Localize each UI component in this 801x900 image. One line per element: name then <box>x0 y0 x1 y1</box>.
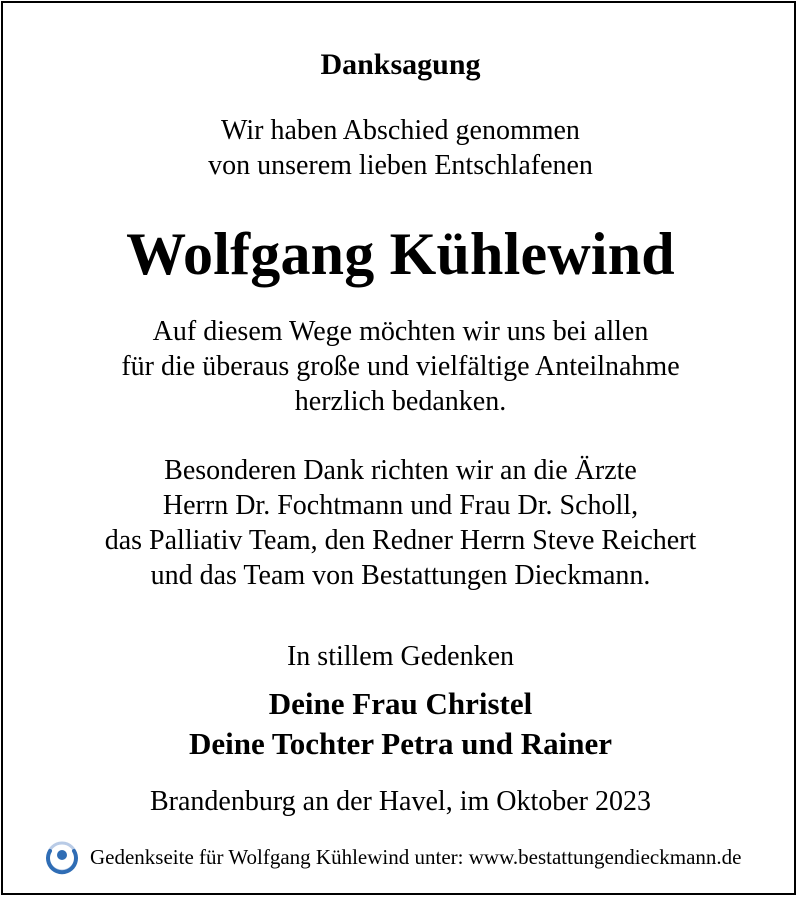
place-date: Brandenburg an der Havel, im Oktober 2023 <box>149 786 652 817</box>
intro-line-1: Wir haben Abschied genommen <box>221 115 580 146</box>
thanks-line-1: Auf diesem Wege möchten wir uns bei allen <box>152 316 649 347</box>
special-thanks-line-3: das Palliativ Team, den Redner Herrn Steve Reichert <box>104 525 697 556</box>
thanks-line-3: herzlich bedanken. <box>294 386 507 417</box>
special-thanks-line-2: Herrn Dr. Fochtmann und Frau Dr. Scholl, <box>162 490 639 521</box>
deceased-name: Wolfgang Kühlewind <box>126 221 675 287</box>
family-line-2: Deine Tochter Petra und Rainer <box>188 726 613 761</box>
memorial-page-link[interactable]: Gedenkseite für Wolfgang Kühlewind unter: www.bestattungendieckmann.de <box>90 845 742 869</box>
memory-line: In stillem Gedenken <box>286 641 515 672</box>
special-thanks-line-1: Besonderen Dank richten wir an die Ärzte <box>164 455 637 486</box>
notice-title: Danksagung <box>320 48 481 81</box>
special-thanks-line-4: und das Team von Bestattungen Dieckmann. <box>150 560 651 591</box>
thanks-text <box>0 314 801 419</box>
intro-text <box>0 113 801 183</box>
family-signatures <box>0 684 801 764</box>
special-thanks-text <box>0 453 801 593</box>
memorial-logo-icon <box>44 839 80 875</box>
footer <box>44 838 741 876</box>
family-line-1: Deine Frau Christel <box>268 686 533 721</box>
intro-line-2: von unserem lieben Entschlafenen <box>208 150 593 181</box>
thanks-line-2: für die überaus große und vielfältige Anteilnahme <box>121 351 680 382</box>
